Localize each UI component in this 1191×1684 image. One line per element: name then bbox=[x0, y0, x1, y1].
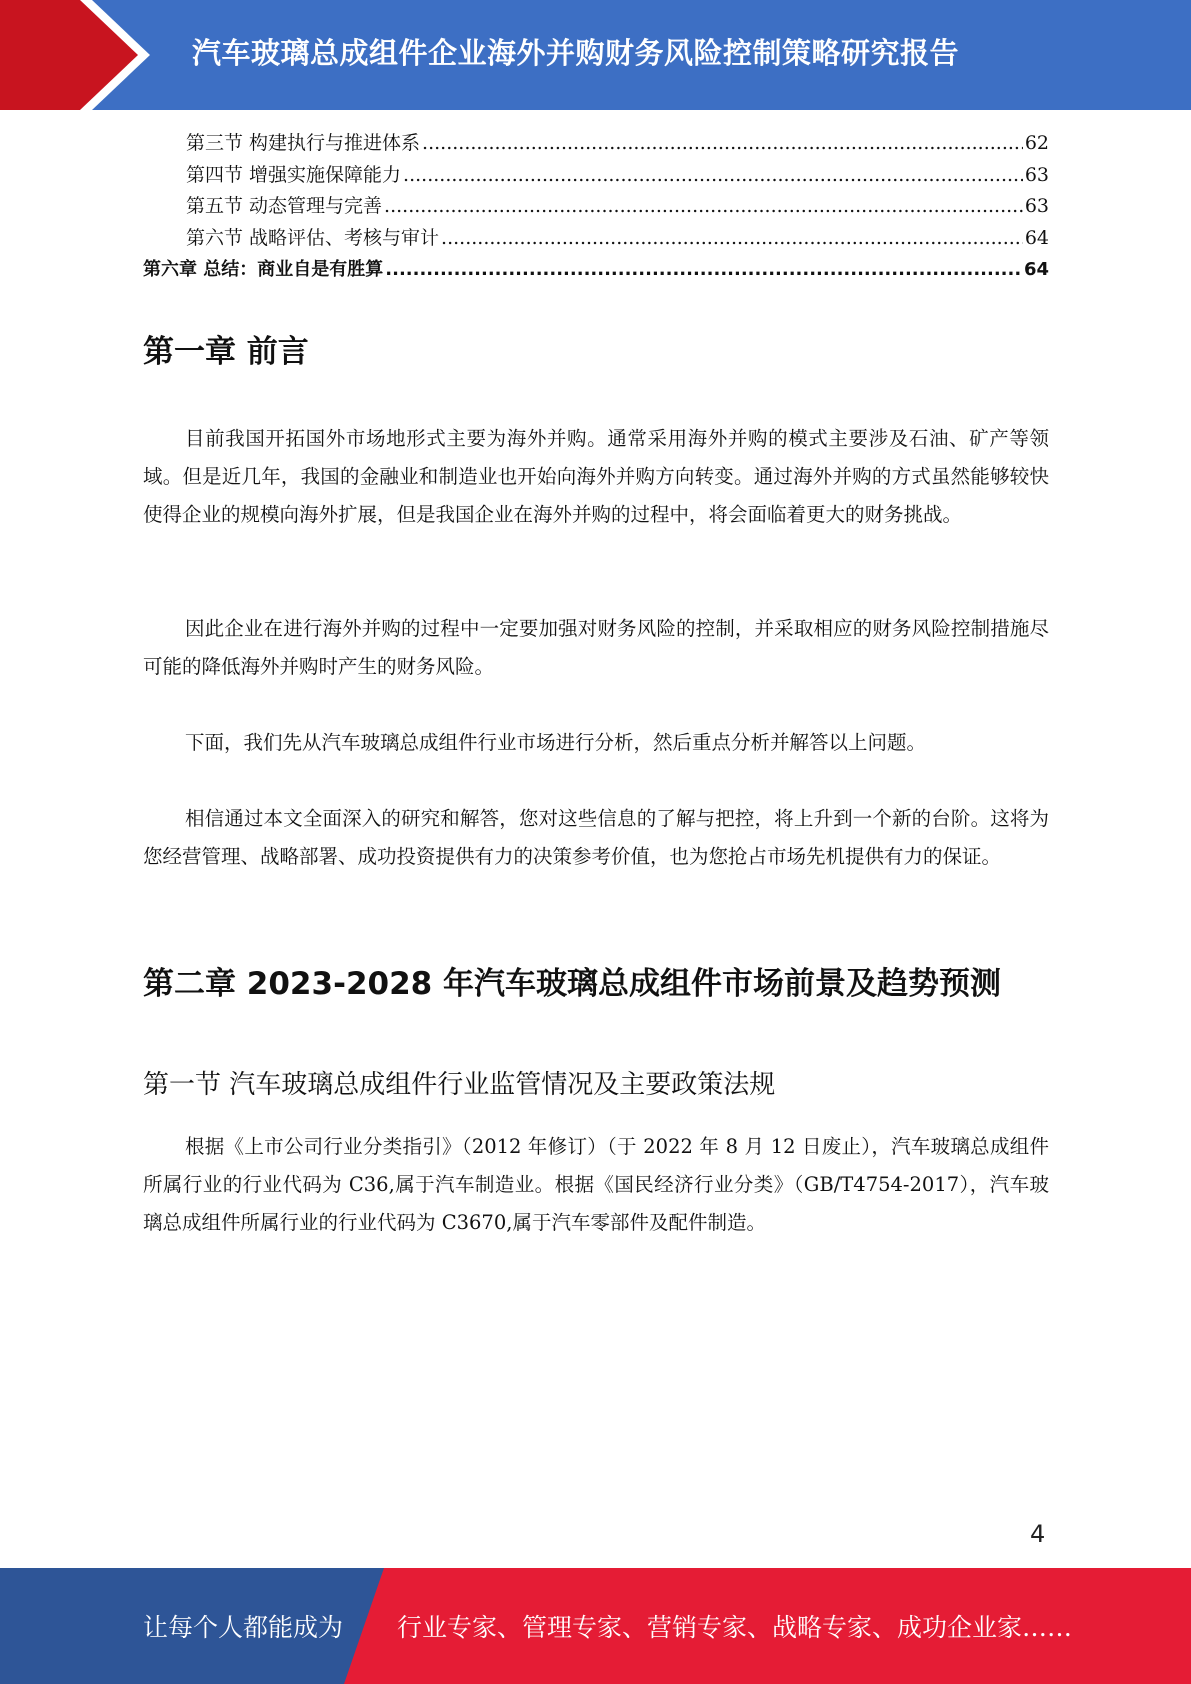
toc-label: 第六章 总结：商业自是有胜算 bbox=[143, 259, 384, 280]
footer-slogan-right: 行业专家、管理专家、营销专家、战略专家、成功企业家…… bbox=[397, 1613, 1073, 1642]
header-banner bbox=[0, 0, 1191, 110]
body-paragraph: 根据《上市公司行业分类指引》（2012 年修订）（于 2022 年 8 月 12 日废止），汽车玻璃总成组件所属行业的行业代码为 C36,属于汽车制造业。根据《国民经济行业分类》（GB/T4754-2017），汽车玻璃总成组件所属行业的行业代码为 C3670,属于汽车零部件及配件制造。 bbox=[143, 1135, 1049, 1234]
toc-row[interactable] bbox=[143, 128, 1049, 160]
toc-page-number: 63 bbox=[1024, 163, 1049, 186]
toc-row[interactable] bbox=[143, 191, 1049, 223]
toc-row[interactable] bbox=[143, 160, 1049, 192]
toc-leader-dots bbox=[403, 160, 1023, 192]
chapter-heading: 第二章 2023-2028 年汽车玻璃总成组件市场前景及趋势预测 bbox=[143, 966, 1002, 1002]
report-title: 汽车玻璃总成组件企业海外并购财务风险控制策略研究报告 bbox=[192, 36, 960, 70]
toc-label: 第四节 增强实施保障能力 bbox=[186, 163, 402, 186]
footer-slogan-left: 让每个人都能成为 bbox=[143, 1613, 344, 1642]
body-paragraph: 因此企业在进行海外并购的过程中一定要加强对财务风险的控制，并采取相应的财务风险控制措施尽可能的降低海外并购时产生的财务风险。 bbox=[143, 617, 1049, 678]
toc-leader-dots bbox=[441, 223, 1023, 255]
toc-page-number: 63 bbox=[1024, 195, 1049, 217]
section-heading: 第一节 汽车玻璃总成组件行业监管情况及主要政策法规 bbox=[143, 1070, 776, 1100]
toc-label: 第六节 战略评估、考核与审计 bbox=[186, 226, 440, 249]
page-number: 4 bbox=[1030, 1520, 1046, 1548]
body-paragraph: 相信通过本文全面深入的研究和解答，您对这些信息的了解与把控，将上升到一个新的台阶。这将为您经营管理、战略部署、成功投资提供有力的决策参考价值，也为您抢占市场先机提供有力的保证。 bbox=[143, 807, 1049, 868]
chapter-heading: 第一章 前言 bbox=[143, 334, 309, 370]
table-of-contents bbox=[143, 128, 1049, 286]
toc-label: 第三节 构建执行与推进体系 bbox=[186, 132, 421, 154]
footer-banner bbox=[0, 1568, 1191, 1684]
toc-page-number: 64 bbox=[1023, 259, 1049, 280]
toc-row[interactable] bbox=[143, 223, 1049, 255]
toc-leader-dots bbox=[422, 128, 1023, 160]
toc-page-number: 62 bbox=[1024, 132, 1049, 154]
toc-page-number: 64 bbox=[1024, 226, 1049, 249]
body-paragraph: 目前我国开拓国外市场地形式主要为海外并购。通常采用海外并购的模式主要涉及石油、矿产等领域。但是近几年，我国的金融业和制造业也开始向海外并购方向转变。通过海外并购的方式虽然能够较快使得企业的规模向海外扩展，但是我国企业在海外并购的过程中，将会面临着更大的财务挑战。 bbox=[143, 427, 1049, 526]
toc-row-chapter[interactable] bbox=[143, 254, 1049, 286]
toc-label: 第五节 动态管理与完善 bbox=[186, 195, 383, 217]
body-paragraph: 下面，我们先从汽车玻璃总成组件行业市场进行分析，然后重点分析并解答以上问题。 bbox=[185, 731, 927, 754]
toc-leader-dots bbox=[385, 254, 1022, 286]
toc-leader-dots bbox=[384, 191, 1023, 223]
